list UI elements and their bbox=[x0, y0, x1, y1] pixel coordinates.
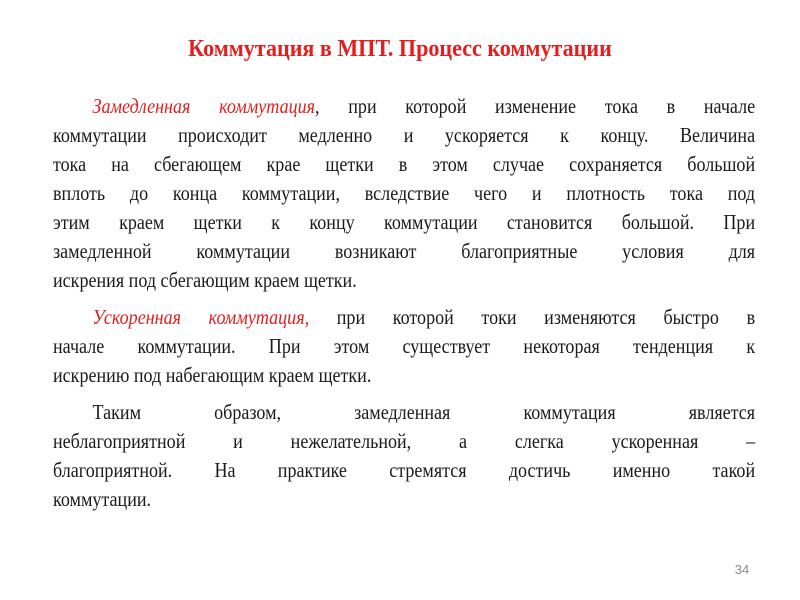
term-slow-commutation: Замедленная коммутация bbox=[92, 94, 316, 118]
paragraph-fast-commutation bbox=[53, 303, 755, 390]
text-line: искрению под набегающим краем щетки. bbox=[53, 363, 372, 387]
text-line: искрения под сбегающим краем щетки. bbox=[53, 268, 357, 292]
term-fast-commutation: Ускоренная коммутация, bbox=[92, 305, 310, 329]
slide-number: 34 bbox=[734, 562, 750, 577]
text-line: Ускоренная коммутация, при которой токи изменяются быстро в bbox=[92, 305, 756, 329]
text-line: тока на сбегающем крае щетки в этом случае сохраняется большой bbox=[53, 152, 756, 176]
text-line: Замедленная коммутация, при которой изменение тока в начале bbox=[92, 94, 756, 118]
text-line: неблагоприятной и нежелательной, а слегка ускоренная – bbox=[53, 429, 756, 453]
text-line: начале коммутации. При этом существует некоторая тенденция к bbox=[53, 334, 756, 358]
text-line: замедленной коммутации возникают благоприятные условия для bbox=[53, 239, 756, 263]
slide-title: Коммутация в МПТ. Процесс коммутации bbox=[188, 36, 612, 62]
text-line: благоприятной. На практике стремятся достичь именно такой bbox=[53, 458, 756, 482]
text-line: этим краем щетки к концу коммутации становится большой. При bbox=[53, 210, 756, 234]
slide-body bbox=[53, 92, 755, 522]
paragraph-conclusion bbox=[53, 398, 755, 514]
text-line: коммутации. bbox=[53, 487, 152, 511]
paragraph-slow-commutation bbox=[53, 92, 755, 295]
text-line: Таким образом, замедленная коммутация является bbox=[92, 400, 756, 424]
text-line: коммутации происходит медленно и ускоряется к концу. Величина bbox=[53, 123, 756, 147]
text-line: вплоть до конца коммутации, вследствие чего и плотность тока под bbox=[53, 181, 756, 205]
